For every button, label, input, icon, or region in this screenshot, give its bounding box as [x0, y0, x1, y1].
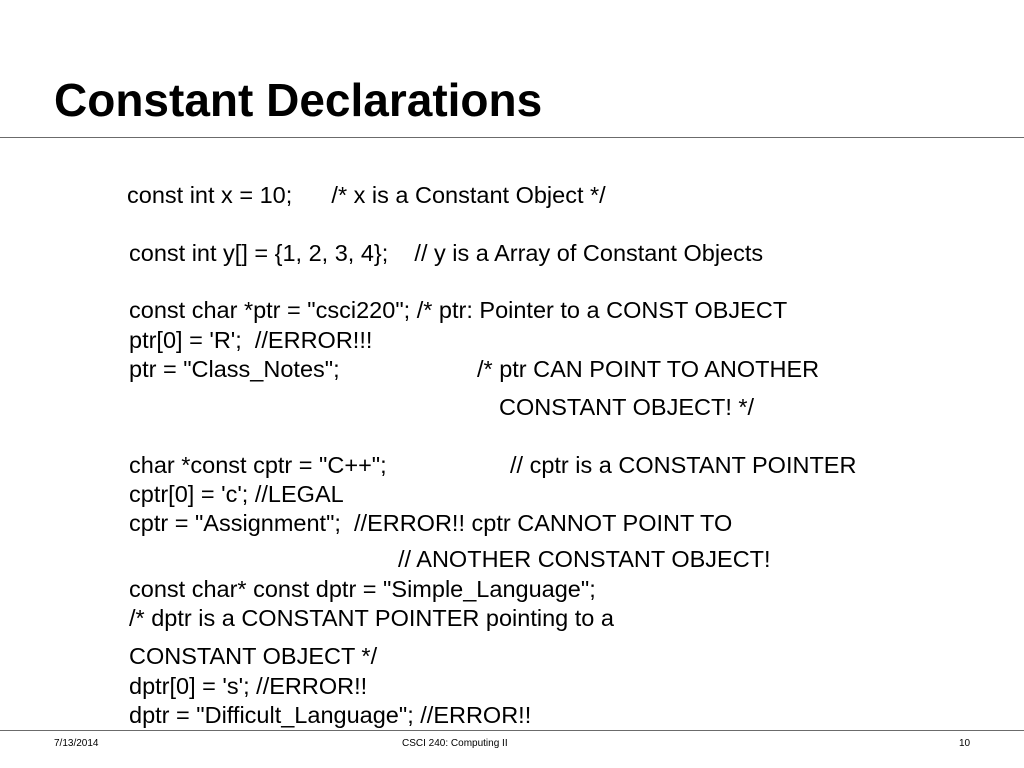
code-line: ptr = "Class_Notes";	[129, 356, 340, 382]
code-line: cptr[0] = 'c'; //LEGAL	[129, 481, 344, 507]
code-line: const int x = 10; /* x is a Constant Object */	[127, 182, 606, 208]
code-line: const char *ptr = "csci220"; /* ptr: Pointer to a CONST OBJECT	[129, 297, 788, 323]
code-line: CONSTANT OBJECT */	[129, 643, 378, 669]
code-line: ptr[0] = 'R'; //ERROR!!!	[129, 327, 373, 353]
title-divider	[0, 137, 1024, 138]
code-line: dptr[0] = 's'; //ERROR!!	[129, 673, 368, 699]
code-line: dptr = "Difficult_Language"; //ERROR!!	[129, 702, 532, 728]
footer-date: 7/13/2014	[54, 738, 99, 749]
footer-divider	[0, 730, 1024, 731]
page-number: 10	[959, 738, 971, 749]
code-line: cptr = "Assignment"; //ERROR!! cptr CANNOT POINT TO	[129, 510, 733, 536]
code-line: char *const cptr = "C++";	[129, 452, 387, 478]
code-line: /* dptr is a CONSTANT POINTER pointing to a	[129, 605, 614, 631]
code-comment: CONSTANT OBJECT! */	[499, 394, 755, 420]
code-comment: /* ptr CAN POINT TO ANOTHER	[477, 356, 820, 382]
code-comment: // ANOTHER CONSTANT OBJECT!	[398, 546, 771, 572]
footer-course: CSCI 240: Computing II	[402, 738, 508, 749]
code-comment: // cptr is a CONSTANT POINTER	[510, 452, 857, 478]
code-line: const char* const dptr = "Simple_Language";	[129, 576, 596, 602]
code-line: const int y[] = {1, 2, 3, 4}; // y is a Array of Constant Objects	[129, 240, 764, 266]
slide-title: Constant Declarations	[54, 74, 543, 126]
